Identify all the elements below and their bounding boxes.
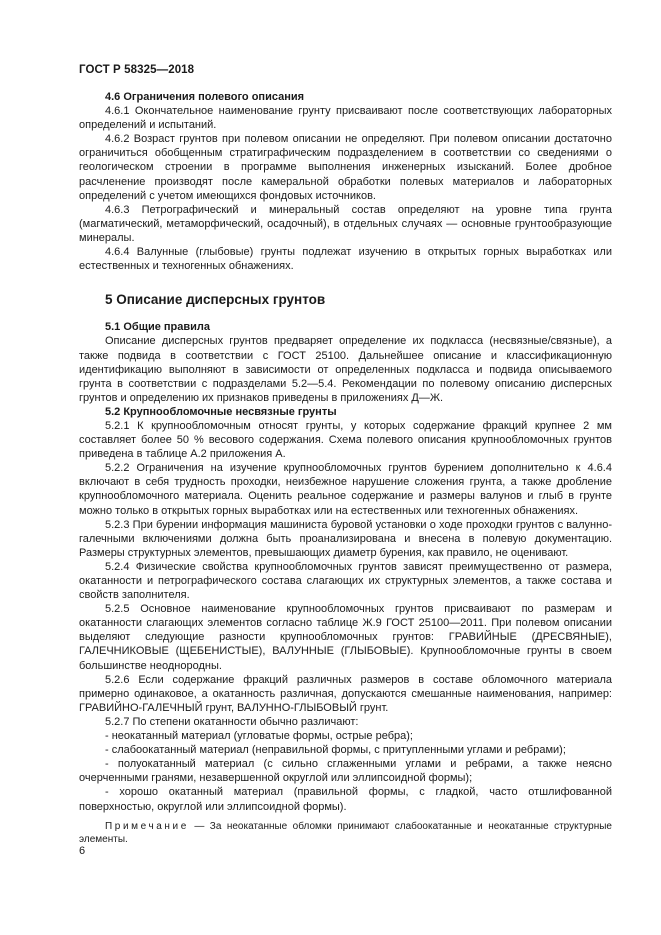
paragraph-5-2-3: 5.2.3 При бурении информация машиниста буровой установки о ходе проходки грунтов с валунно-галечными включениями должна быть проанализирована и внесена в полевую документацию. Размеры структурных элементов, превышающих диаметр бурения, как правило, не оценивают.: [79, 518, 612, 559]
note-text: — За неокатанные обломки принимают слабоокатанные и неокатанные структурные элементы.: [79, 820, 612, 845]
subsection-heading-5-2: 5.2 Крупнообломочные несвязные грунты: [105, 405, 337, 418]
paragraph-5-2-4: 5.2.4 Физические свойства крупнообломочных грунтов зависят преимущественно от размера, окатанности и петрографического состава слагающих их структурных элементов, а также состава и свойств заполнителя.: [79, 560, 612, 602]
note: [79, 820, 612, 846]
paragraph-5-2-6: 5.2.6 Если содержание фракций различных размеров в составе обломочного материала примерно одинаковое, а окатанность различная, допускаются смешанные наименования, например: ГРАВИЙНО-ГАЛЕЧНЫЙ грунт, ВАЛУННО-ГЛЫБОВЫЙ грунт.: [79, 673, 612, 714]
paragraph-4-6-3: 4.6.3 Петрографический и минеральный состав определяют на уровне типа грунта (магматический, метаморфический, осадочный), в отдельных случаях — основные грунтообразующие минералы.: [79, 203, 612, 244]
subsection-heading-5-1: 5.1 Общие правила: [105, 321, 211, 334]
paragraph-4-6-4: 4.6.4 Валунные (глыбовые) грунты подлежат изучению в открытых горных выработках или естественных и техногенных обнажениях.: [79, 246, 612, 273]
section-heading-5: 5 Описание дисперсных грунтов: [105, 292, 326, 308]
page-content: [79, 90, 612, 846]
paragraph-4-6-1: 4.6.1 Окончательное наименование грунту присваивают после соответствующих лабораторных определений и испытаний.: [79, 105, 612, 132]
paragraph-5-1: Описание дисперсных грунтов предваряет определение их подкласса (несвязные/связные), а также подвида в соответствии с ГОСТ 25100. Дальнейшее описание и классификационную идентификацию выполняют в зависимости от определенных подкласса и подвида описываемого грунта в соответствии с подразделами 5.2—5.4. Рекомендации по полевому описанию дисперсных грунтов и определению их признаков приведены в приложениях Д—Ж.: [79, 335, 612, 404]
note-label: Примечание: [105, 820, 189, 832]
paragraph-5-2-1: 5.2.1 К крупнообломочным относят грунты, у которых содержание фракций крупнее 2 мм составляет более 50 % весового содержания. Схема полевого описания крупнообломочных грунтов приведена в таблице А.2 приложения А.: [79, 419, 612, 461]
list-item: - хорошо окатанный материал (правильной формы, с гладкой, часто отшлифованной поверхностью, округлой или эллипсоидной формы).: [79, 786, 612, 813]
list-item: - слабоокатанный материал (неправильной формы, с притупленными углами и ребрами);: [105, 744, 566, 757]
subsection-heading-4-6: 4.6 Ограничения полевого описания: [105, 91, 305, 103]
paragraph-5-2-2: 5.2.2 Ограничения на изучение крупнообломочных грунтов бурением дополнительно к 4.6.4 включают в себя трудность проходки, неизбежное нарушение сложения грунта, а также дробление крупнообломочного материала. Оценить реальное содержание и размеры валунов и глыб в грунте можно только в открытых горных выработках или на естественных или техногенных обнажениях.: [79, 462, 612, 517]
paragraph-4-6-2: 4.6.2 Возраст грунтов при полевом описании не определяют. При полевом описании достаточно ограничиться обобщенным стратиграфическим подразделением в соответствии со сведениями о геологическом строении в программе выполнения инженерных изысканий. Более дробное расчленение производят после камеральной обработки полевых материалов и лабораторных определений с учетом имеющихся фондовых источников.: [79, 133, 612, 202]
paragraph-5-2-7: 5.2.7 По степени окатанности обычно различают:: [105, 715, 359, 728]
page-number: 6: [79, 845, 86, 857]
document-header: ГОСТ Р 58325—2018: [79, 64, 195, 76]
list-item: - неокатанный материал (угловатые формы, острые ребра);: [105, 730, 413, 743]
list-item: - полуокатанный материал (с сильно сглаженными углами и ребрами, а также неясно очерченными гранями, незавершенной округлой или эллипсоидной формы);: [79, 758, 612, 785]
paragraph-5-2-5: 5.2.5 Основное наименование крупнообломочных грунтов присваивают по размерам и окатанности слагающих элементов согласно таблице Ж.9 ГОСТ 25100—2011. При полевом описании выделяют следующие разности крупнообломочных грунтов: ГРАВИЙНЫЕ (ДРЕСВЯНЫЕ), ГАЛЕЧНИКОВЫЕ (ЩЕБЕНИСТЫЕ), ВАЛУННЫЕ (ГЛЫБОВЫЕ). Крупнообломочные грунты в своем большинстве неоднородны.: [79, 603, 612, 672]
